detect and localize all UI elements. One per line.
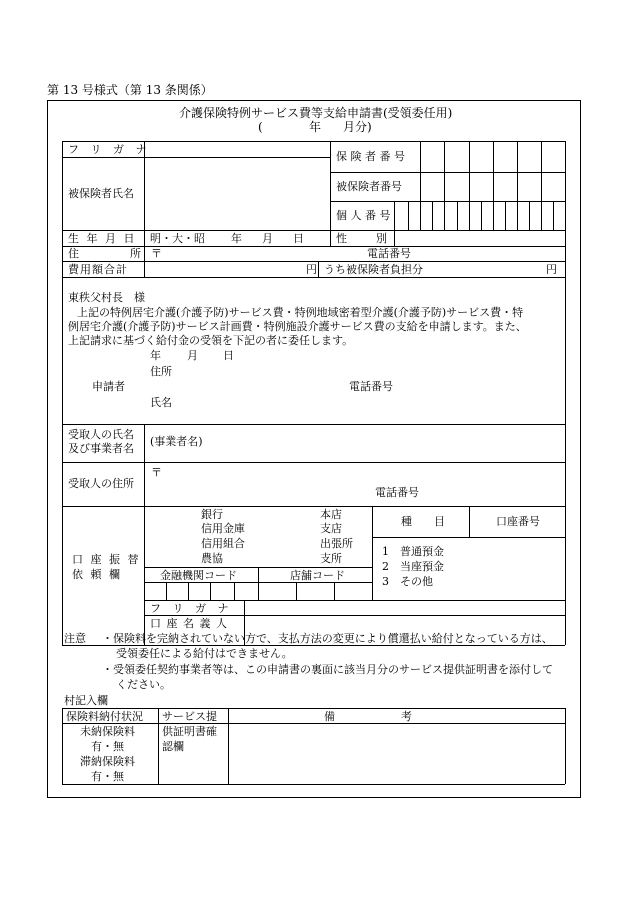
request-line-1: 上記の特例居宅介護(介護予防)サービス費・特例地域密着型介護(介護予防)サービス費・特 [77,306,524,319]
form-number: 第 13 号様式（第 13 条関係） [47,83,213,97]
applicant-label: 申請者 [92,380,125,393]
address-label-2: 所 [130,247,141,260]
unpaid-yes-no: 有・無 [91,740,124,753]
delinquent-yes-no: 有・無 [91,770,124,783]
total-cost-label: 費用額合計 [68,263,128,276]
receiver-name-label-1: 受取人の氏名 [68,428,134,441]
account-kind-header: 種 目 [401,515,445,528]
era-options: 明・大・昭 [150,232,205,245]
receiver-phone-label: 電話番号 [375,486,419,499]
note-1-line-2: 受領委任による給付はできません。 [116,647,293,660]
phone-label: 電話番号 [367,247,411,260]
branch-type-3: 出張所 [320,537,353,550]
personal-number-label: 個 人 番 号 [336,209,391,222]
bank-label-1: 口 座 振 替 [72,553,141,566]
service-cert-label-1: サービス提 [162,710,217,723]
institution-code-label: 金融機関コード [160,569,237,582]
request-name-label: 氏名 [150,396,172,409]
request-line-2: 例居宅介護(介護予防)サービス計画費・特例施設介護サービス費の支給を申請します。また、 [68,320,527,333]
gender-label-2: 別 [376,232,387,245]
furigana-label: フ リ ガ ナ [68,143,151,156]
request-line-3: 上記請求に基づく給付金の受領を下記の者に委任します。 [68,334,354,347]
account-type-3: 3 その他 [382,575,433,588]
business-name-label: (事業者名) [150,435,203,448]
note-2-line-1: ・受領委任契約事業者等は、この申請書の裏面に該当月分のサービス提供証明書を添付して [102,663,553,676]
receiver-name-label-2: 及び事業者名 [68,442,134,455]
form-title: 介護保険特例サービス費等支給申請書(受領委任用) [179,106,453,120]
branch-type-4: 支所 [320,552,342,565]
request-day: 日 [223,349,234,362]
bank-label-2: 依 頼 欄 [72,568,122,581]
insured-number-label: 被保険者番号 [336,180,402,193]
request-address-label: 住所 [150,365,172,378]
account-holder-label: 口 座 名 義 人 [150,617,228,630]
note-2-line-2: ください。 [116,678,171,691]
bank-type-3: 信用組合 [201,537,245,550]
subtitle-month: 月分) [343,120,372,134]
service-cert-label-3: 認欄 [162,740,184,753]
postal-mark: 〒 [151,247,162,260]
birth-day: 日 [293,232,304,245]
bank-type-4: 農協 [201,552,223,565]
subtitle-paren: ( [258,120,263,134]
burden-label: うち被保険者負担分 [324,263,423,276]
insurer-number-label: 保 険 者 番 号 [336,150,405,163]
bank-furigana-label: フ リ ガ ナ [150,602,233,615]
subtitle-year: 年 [309,120,322,134]
receiver-address-label: 受取人の住所 [68,477,134,490]
service-cert-label-2: 供証明書確 [162,725,217,738]
receiver-postal-mark: 〒 [151,466,162,479]
request-month: 月 [187,349,198,362]
premium-status-label: 保険料納付状況 [66,710,143,723]
birth-month: 月 [262,232,273,245]
account-number-header: 口座番号 [496,515,540,528]
delinquent-premium-label: 滞納保険料 [80,755,135,768]
birthdate-label: 生 年 月 日 [68,232,137,245]
notes-label: 注意 [64,632,86,645]
unpaid-premium-label: 未納保険料 [80,725,135,738]
request-year: 年 [150,349,161,362]
recipient: 東秩父村長 様 [68,291,145,304]
insured-name-label: 被保険者氏名 [68,187,134,200]
note-1-line-1: ・保険料を完納されていない方で、支払方法の変更により償還払い給付となっている方は、 [102,632,553,645]
request-phone-label: 電話番号 [349,380,393,393]
yen-unit: 円 [306,263,317,276]
branch-code-label: 店舗コード [290,569,345,582]
birth-year: 年 [231,232,242,245]
branch-type-1: 本店 [320,508,342,521]
village-heading: 村記入欄 [64,694,108,707]
bank-type-2: 信用金庫 [201,522,245,535]
remarks-header: 備 考 [324,710,412,723]
gender-label: 性 [336,232,347,245]
branch-type-2: 支店 [320,522,342,535]
bank-type-1: 銀行 [201,508,223,521]
yen-unit-2: 円 [546,263,557,276]
account-type-1: 1 普通預金 [382,545,444,558]
account-type-2: 2 当座預金 [382,560,444,573]
address-label: 住 [68,247,79,260]
